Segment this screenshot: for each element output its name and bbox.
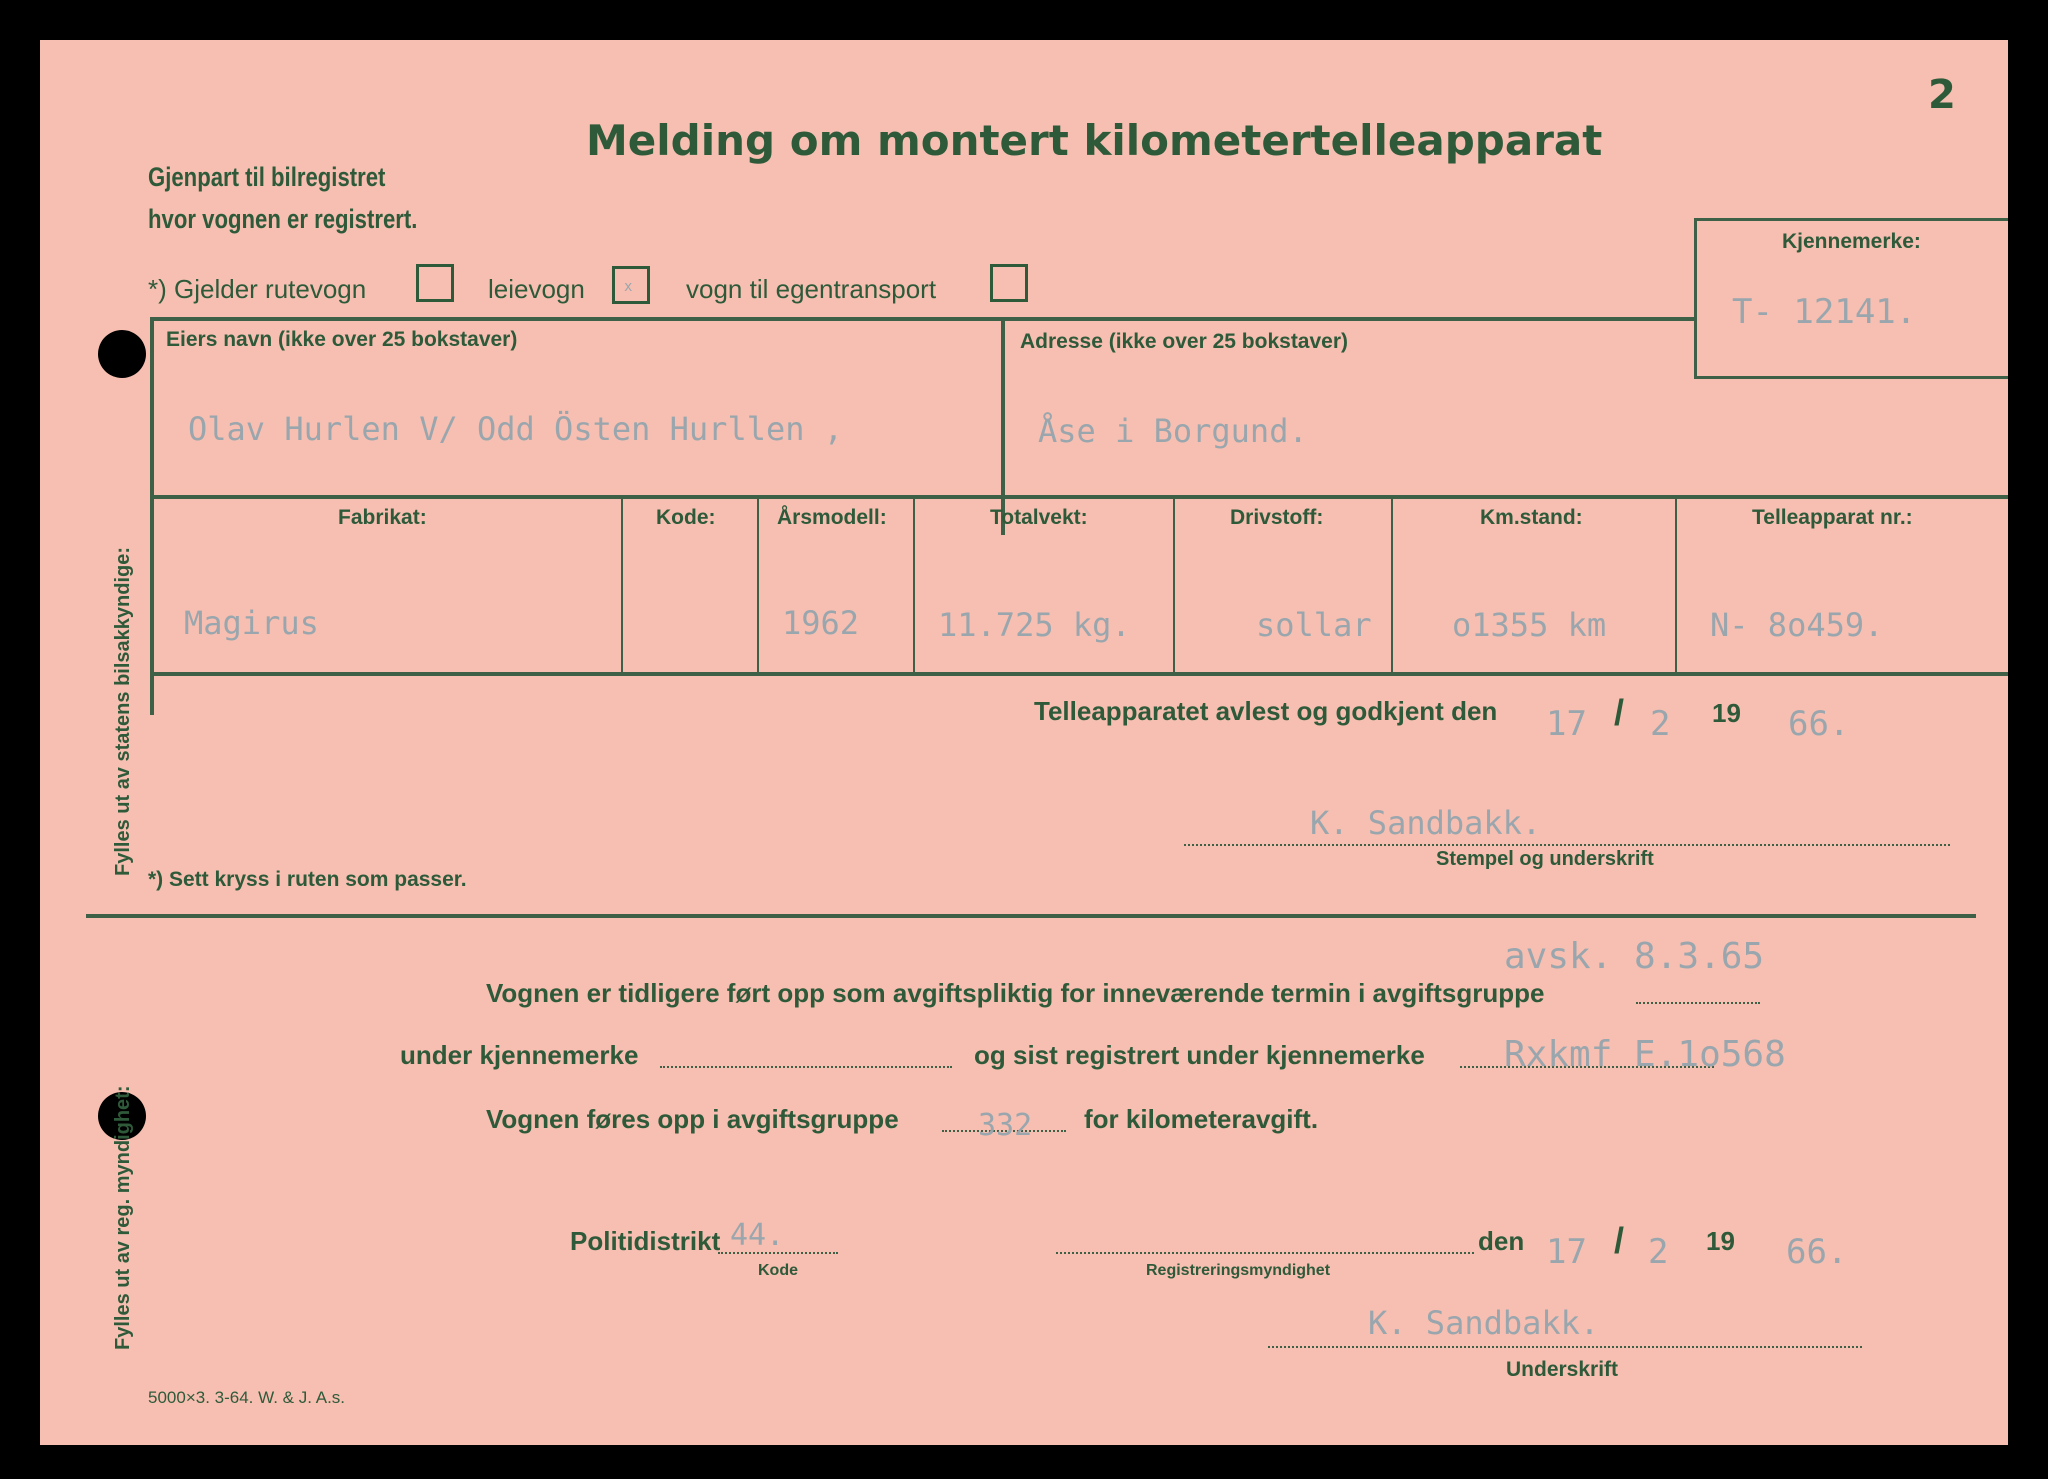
plate-box-top [1694, 218, 2008, 221]
reg-month: 2 [1648, 1232, 1669, 1272]
kjennemerke-label: Kjennemerke: [1782, 230, 1921, 253]
approval-century: 19 [1712, 698, 1741, 728]
approval-month: 2 [1650, 704, 1671, 744]
rutevogn-checkbox[interactable] [416, 264, 454, 302]
reg-year: 66. [1786, 1232, 1848, 1272]
side-text-upper: Fylles ut av statens bilsakkyndige: [112, 546, 134, 876]
owner-mid-rule [1001, 317, 1005, 535]
side-text-lower: Fylles ut av reg. myndighet: [112, 1085, 134, 1350]
value-drivstoff: sollar [1256, 606, 1372, 644]
reg-century: 19 [1706, 1226, 1735, 1256]
subtitle-line2: hvor vognen er registrert. [148, 204, 418, 234]
owner-address-label: Adresse (ikke over 25 bokstaver) [1020, 330, 1349, 353]
value-fabrikat: Magirus [184, 604, 319, 642]
reg-line2-dots-a [660, 1066, 952, 1068]
reg-authority-label: Registreringsmyndighet [1146, 1262, 1331, 1279]
approval-slash: / [1614, 692, 1625, 733]
owner-name-value: Olav Hurlen V/ Odd Östen Hurllen , [188, 410, 844, 448]
header-totalvekt: Totalvekt: [990, 506, 1088, 529]
page-number: 2 [1928, 72, 1956, 118]
reg-authority-dots [1056, 1252, 1474, 1254]
leievogn-check-mark: x [624, 279, 633, 295]
approval-text: Telleapparatet avlest og godkjent den [1034, 696, 1498, 726]
politidistrikt-value: 44. [730, 1218, 785, 1253]
form-title: Melding om montert kilometertelleapparat [586, 116, 1603, 165]
header-fabrikat: Fabrikat: [338, 506, 427, 529]
reg-line1: Vognen er tidligere ført opp som avgiftspliktig for inneværende termin i avgiftsgruppe [486, 978, 1545, 1008]
plate-box-bottom [1694, 376, 2008, 379]
col-rule-3 [913, 499, 915, 672]
reg-signature-label: Underskrift [1506, 1358, 1619, 1381]
reg-line1-dots [1636, 1002, 1760, 1004]
section-divider [86, 914, 1976, 918]
avsk-note: avsk. 8.3.65 [1504, 936, 1765, 977]
reg-line2-a: under kjennemerke [400, 1040, 639, 1070]
owner-top-rule [150, 317, 1695, 321]
owner-name-label: Eiers navn (ikke over 25 bokstaver) [166, 328, 518, 351]
printer-mark: 5000×3. 3-64. W. & J. A.s. [148, 1388, 346, 1407]
value-totalvekt: 11.725 kg. [938, 606, 1131, 644]
punch-hole-top [98, 330, 146, 378]
avgiftsgruppe-value: 332 [978, 1108, 1033, 1143]
reg-signature: K. Sandbakk. [1368, 1304, 1600, 1342]
reg-line3-b: for kilometeravgift. [1084, 1104, 1319, 1134]
approval-signature: K. Sandbakk. [1310, 804, 1542, 842]
reg-signature-line [1268, 1346, 1862, 1348]
kode-label: Kode [758, 1262, 798, 1279]
reg-day: 17 [1546, 1232, 1587, 1272]
leievogn-checkbox[interactable] [612, 266, 650, 304]
prev-plate: Rxkmf E.1o568 [1504, 1034, 1786, 1075]
header-telleapparat: Telleapparat nr.: [1752, 506, 1913, 529]
subtitle-line1: Gjenpart til bilregistret [148, 162, 386, 192]
owner-left-rule [150, 317, 154, 715]
col-rule-4 [1173, 499, 1175, 672]
footnote: *) Sett kryss i ruten som passer. [148, 868, 467, 891]
col-rule-1 [621, 499, 623, 672]
header-arsmodell: Årsmodell: [777, 506, 887, 529]
header-kmstand: Km.stand: [1480, 506, 1583, 529]
approval-signature-line [1184, 844, 1950, 846]
approval-year: 66. [1788, 704, 1850, 744]
col-rule-5 [1391, 499, 1393, 672]
reg-den-label: den [1478, 1226, 1525, 1256]
egentransport-checkbox[interactable] [990, 264, 1028, 302]
reg-line2-b: og sist registrert under kjennemerke [974, 1040, 1425, 1070]
vehicle-top-rule [154, 495, 2008, 499]
egentransport-label: vogn til egentransport [686, 274, 937, 304]
rutevogn-label: *) Gjelder rutevogn [148, 274, 367, 304]
reg-slash: / [1614, 1220, 1625, 1261]
form-card [40, 40, 2008, 1445]
politidistrikt-label: Politidistrikt [570, 1226, 721, 1256]
value-telleapparat: N- 8o459. [1710, 606, 1884, 644]
plate-box-left [1694, 218, 1697, 378]
header-kode: Kode: [656, 506, 716, 529]
approval-day: 17 [1546, 704, 1587, 744]
kjennemerke-value: T- 12141. [1732, 292, 1917, 332]
col-rule-2 [757, 499, 759, 672]
vehicle-bottom-rule [150, 672, 2008, 676]
header-drivstoff: Drivstoff: [1230, 506, 1324, 529]
leievogn-label: leievogn [488, 274, 585, 304]
reg-line3-a: Vognen føres opp i avgiftsgruppe [486, 1104, 899, 1134]
approval-signature-label: Stempel og underskrift [1436, 848, 1654, 870]
owner-address-value: Åse i Borgund. [1038, 412, 1308, 450]
col-rule-6 [1675, 499, 1677, 672]
value-kmstand: o1355 km [1452, 606, 1607, 644]
value-arsmodell: 1962 [782, 604, 860, 642]
